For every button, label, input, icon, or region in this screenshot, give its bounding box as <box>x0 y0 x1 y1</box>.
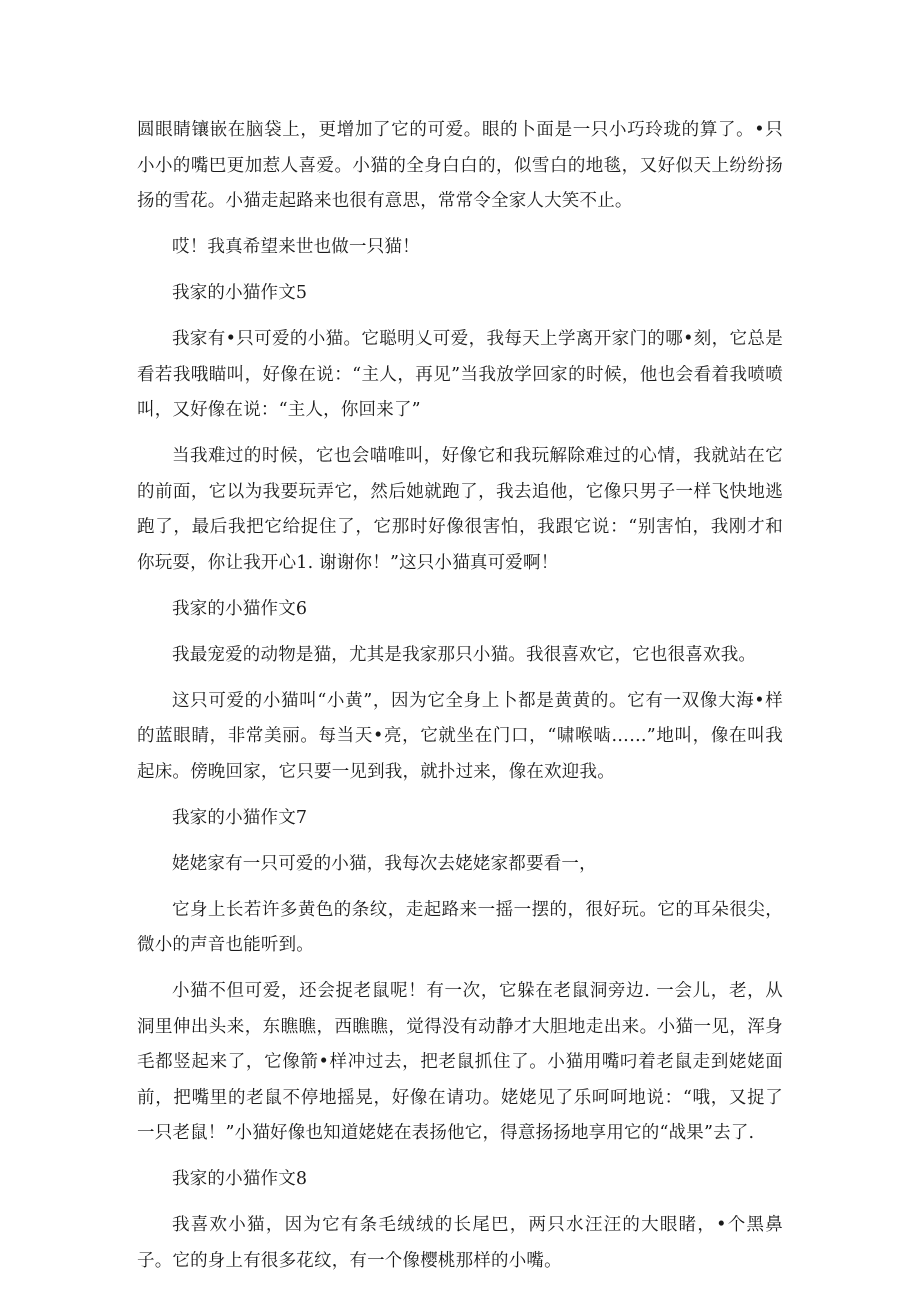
paragraph-essay5-1: 我家有•只可爱的小猫。它聪明乂可爱，我每天上学离开家门的哪•刻，它总是看若我哦瞄叫，好像在说：“主人，再见”当我放学回家的时候，他也会看着我喷喷叫，又好像在说：“主人，你回来了” <box>137 329 783 420</box>
essay-title-6: 我家的小猫作文6 <box>172 598 308 619</box>
paragraph-essay7-3: 小猫不但可爱，还会捉老鼠呢！有一次，它躲在老鼠洞旁边. 一会儿，老，从洞里伸出头来，东瞧瞧，西瞧瞧，觉得没有动静才大胆地走出来。小猫一见，浑身毛都竖起来了，它像箭•样冲过去，把老鼠抓住了。小猫用嘴叼着老鼠走到姥姥面前，把嘴里的老鼠不停地摇晃，好像在请功。姥姥见了乐呵呵地说：“哦，又捉了一只老鼠！”小猫好像也知道姥姥在表扬他它，得意扬扬地享用它的“战果”去了. <box>137 981 783 1143</box>
paragraph-cat-description: 圆眼睛镶嵌在脑袋上，更增加了它的可爱。眼的卜面是一只小巧玲珑的算了。•只小小的嘴巴更加惹人喜爱。小猫的全身白白的，似雪白的地毯，又好似天上纷纷扬扬的雪花。小猫走起路来也很有意思，常常令全家人大笑不止。 <box>137 120 783 211</box>
essay-title-8: 我家的小猫作文8 <box>172 1169 308 1189</box>
paragraph-essay8-1: 我喜欢小猫，因为它有条毛绒绒的长尾巴，两只水汪汪的大眼睹，•个黑鼻子。它的身上有很多花纹，有一个像樱桃那样的小嘴。 <box>137 1215 783 1271</box>
essay-title-5: 我家的小猫作文5 <box>172 283 308 303</box>
paragraph-essay7-1: 姥姥家有一只可爱的小猫，我每次去姥姥家都要看一， <box>172 853 597 874</box>
paragraph-essay7-2: 它身上长若许多黄色的条纹，走起路来一摇一摆的，很好玩。它的耳朵很尖，微小的声音也能听到。 <box>137 899 783 955</box>
paragraph-essay6-2: 这只可爱的小猫叫“小黄”，因为它全身上卜都是黄黄的。它有一双像大海•样的蓝眼睛，非常美丽。每当天•亮，它就坐在门口，“啸喉啮……”地叫，像在叫我起床。傍晚回家，它只要一见到我，就扑过来，像在欢迎我。 <box>137 690 783 782</box>
essay-title-7: 我家的小猫作文7 <box>172 807 308 828</box>
paragraph-essay6-1: 我最宠爱的动物是猫，尤其是我家那只小猫。我很喜欢它，它也很喜欢我。 <box>172 644 757 665</box>
document-page <box>137 113 783 1290</box>
paragraph-essay5-2: 当我难过的时候，它也会喵唯叫，好像它和我玩解除难过的心情，我就站在它的前面，它以为我要玩弄它，然后她就跑了，我去追他，它像只男子一样飞快地逃跑了，最后我把它给捉住了，它那时好像很害怕，我跟它说：“别害怕，我刚才和你玩耍，你让我开心1. 谢谢你！”这只小猫真可爱啊！ <box>137 446 783 573</box>
paragraph-wish: 哎！我真希望来世也做一只猫！ <box>172 237 420 257</box>
